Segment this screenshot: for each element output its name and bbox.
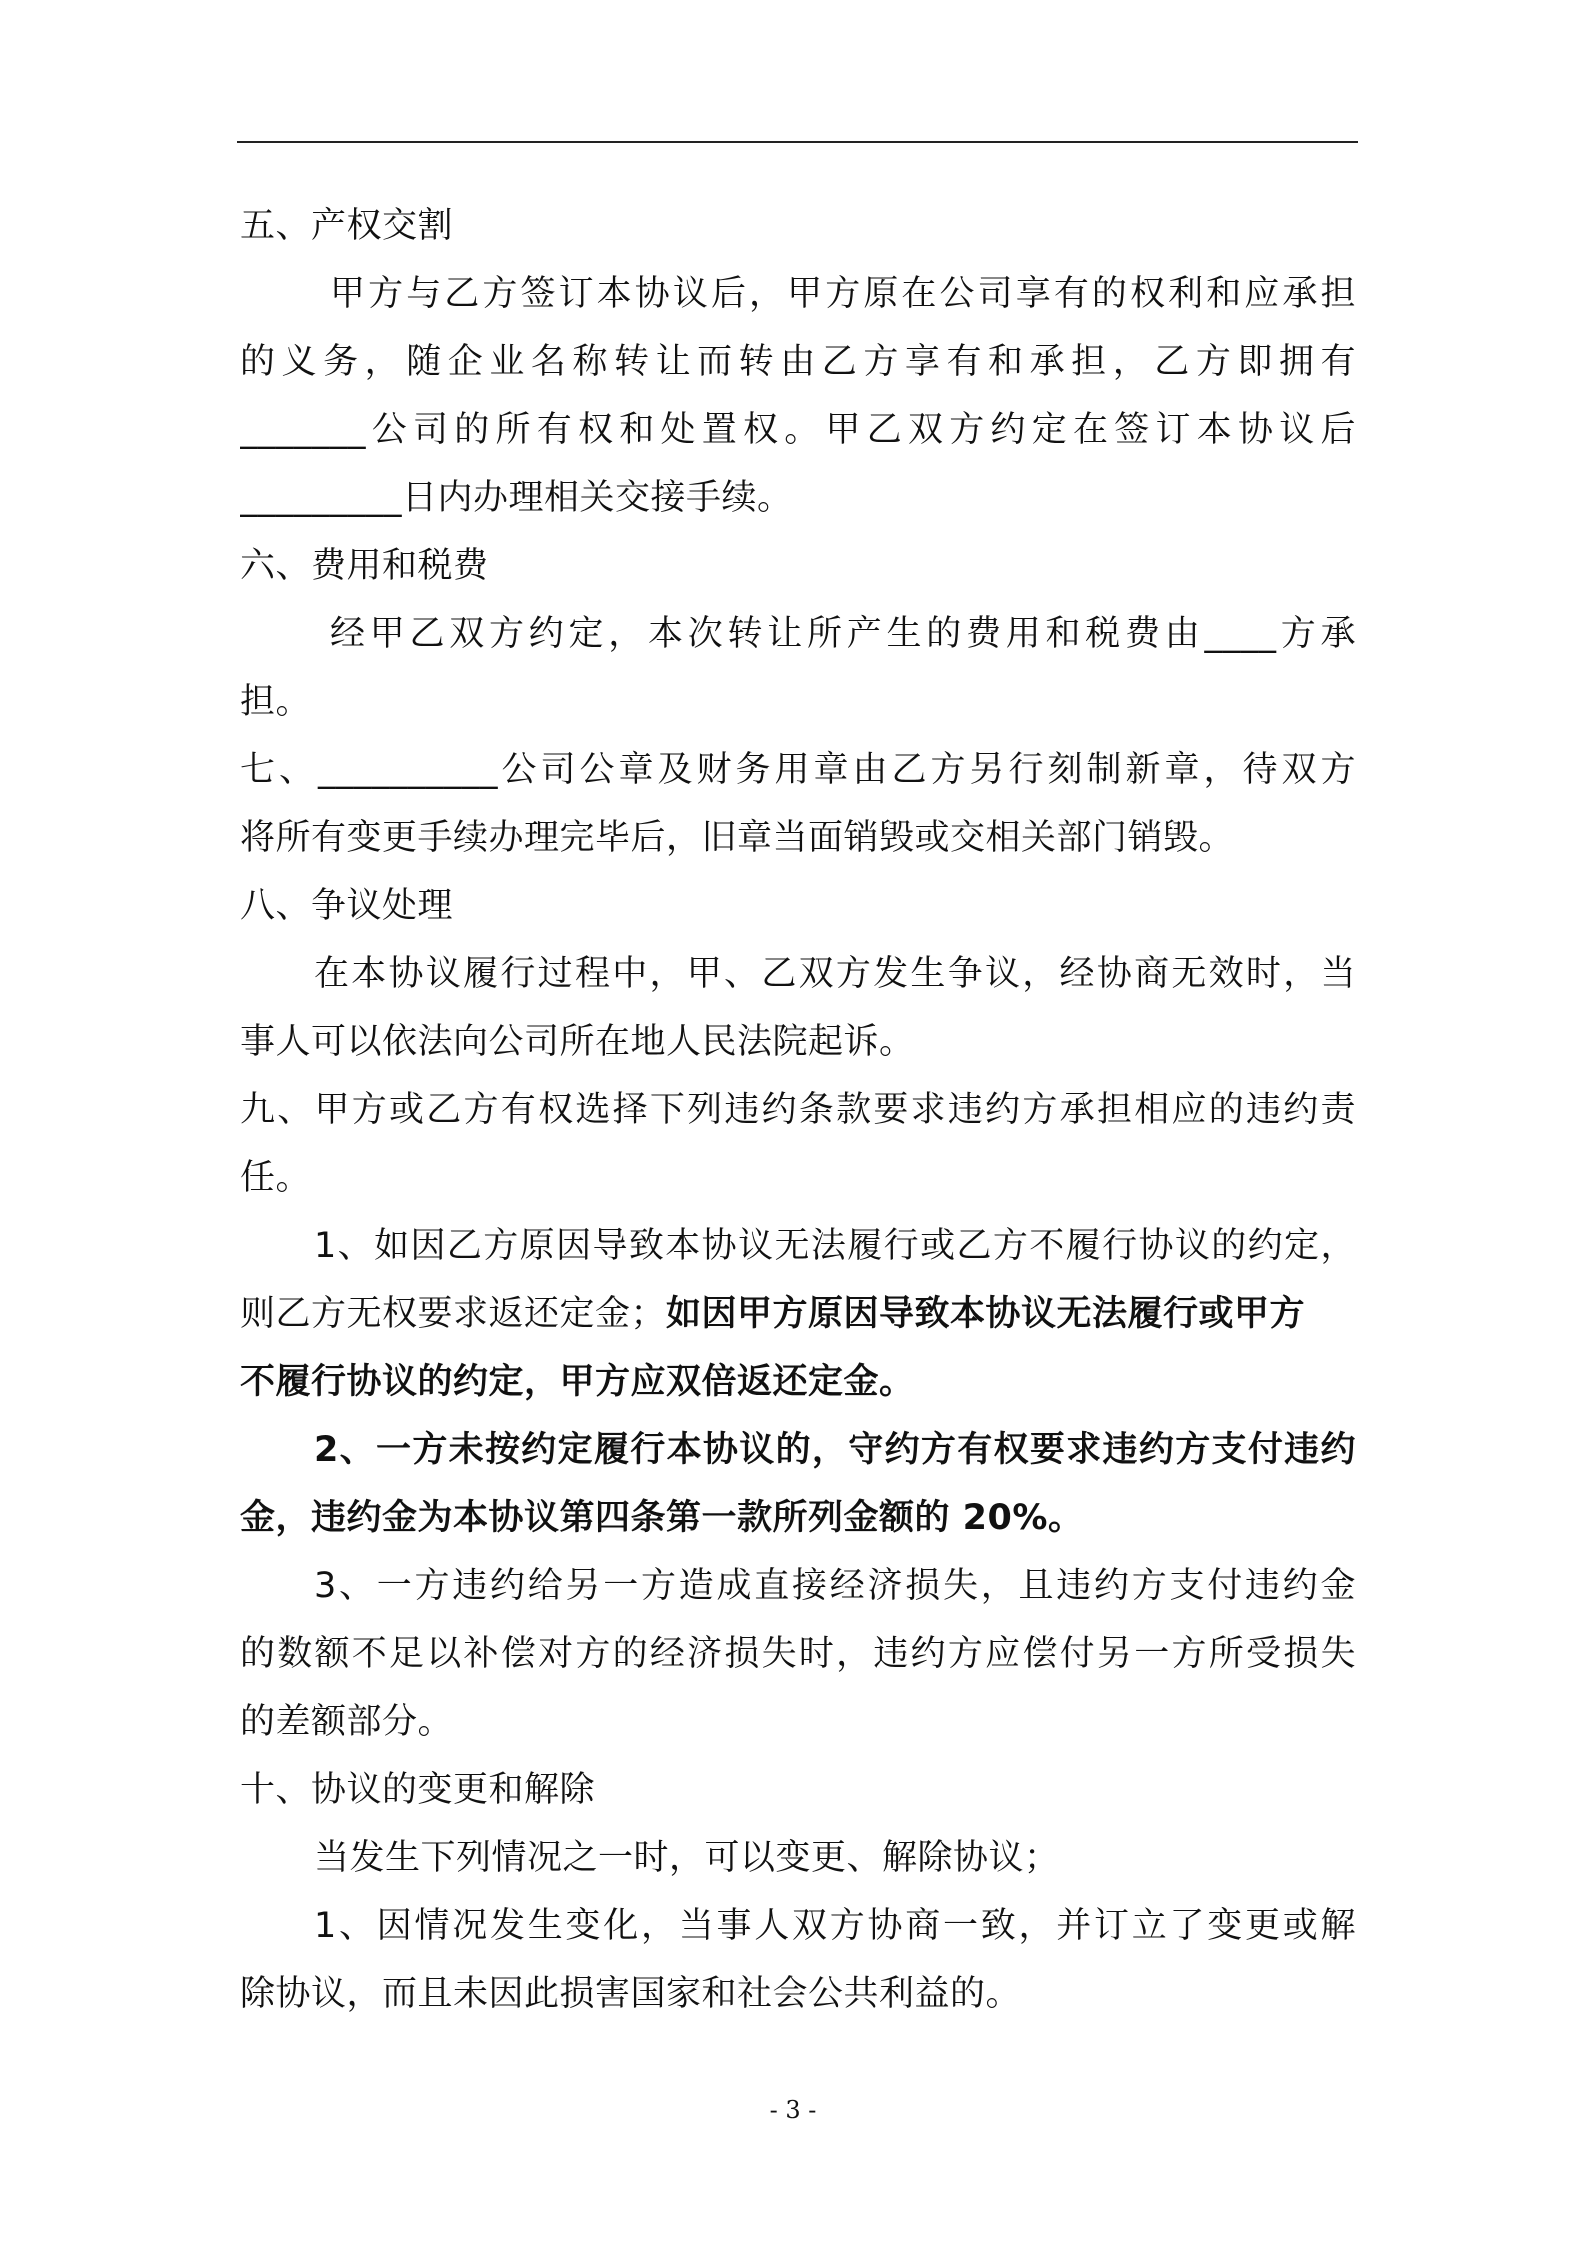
clause-9-3-line: 的差额部分。 <box>240 1702 454 1742</box>
paragraph-line: 当发生下列情况之一时，可以变更、解除协议； <box>314 1838 1060 1878</box>
clause-10-1-line: 除协议，而且未因此损害国家和社会公共利益的。 <box>240 1974 1022 2014</box>
clause-9-2-line-bold: 2、一方未按约定履行本协议的，守约方有权要求违约方支付违约 <box>314 1430 1356 1470</box>
clause-9-1-line: 1、如因乙方原因导致本协议无法履行或乙方不履行协议的约定， <box>314 1226 1356 1266</box>
clause-9-2-line-bold: 金，违约金为本协议第四条第一款所列金额的 20%。 <box>240 1498 1084 1538</box>
paragraph-line: _______公司的所有权和处置权。甲乙双方约定在签订本协议后 <box>240 410 1356 450</box>
clause-9-3-line: 3、一方违约给另一方造成直接经济损失，且违约方支付违约金 <box>314 1566 1356 1606</box>
section-heading-5: 五、产权交割 <box>240 206 454 246</box>
paragraph-line: 的义务，随企业名称转让而转由乙方享有和承担，乙方即拥有 <box>240 342 1356 382</box>
clause-text-bold: 如因甲方原因导致本协议无法履行或甲方 <box>666 1294 1306 1334</box>
clause-text: 则乙方无权要求返还定金； <box>240 1294 667 1334</box>
paragraph-line: 任。 <box>240 1158 312 1198</box>
clause-9-3-line: 的数额不足以补偿对方的经济损失时，违约方应偿付另一方所受损失 <box>240 1634 1356 1674</box>
clause-10-1-line: 1、因情况发生变化，当事人双方协商一致，并订立了变更或解 <box>314 1906 1356 1946</box>
paragraph-line: 将所有变更手续办理完毕后，旧章当面销毁或交相关部门销毁。 <box>240 818 1235 858</box>
paragraph-line: 在本协议履行过程中，甲、乙双方发生争议，经协商无效时，当 <box>314 954 1356 994</box>
clause-9-1-line-bold: 不履行协议的约定，甲方应双倍返还定金。 <box>240 1362 915 1402</box>
page-number: - 3 - <box>769 2096 817 2124</box>
paragraph-line: 经甲乙双方约定，本次转让所产生的费用和税费由____方承 <box>330 614 1356 654</box>
clause-9-1-line <box>240 1280 1356 1348</box>
paragraph-line: 甲方与乙方签订本协议后，甲方原在公司享有的权利和应承担 <box>330 274 1356 314</box>
header-rule <box>237 141 1358 143</box>
paragraph-line: 事人可以依法向公司所在地人民法院起诉。 <box>240 1022 915 1062</box>
section-heading-7: 七、__________公司公章及财务用章由乙方另行刻制新章，待双方 <box>240 750 1356 790</box>
section-heading-10: 十、协议的变更和解除 <box>240 1770 596 1810</box>
document-body <box>240 192 1356 2028</box>
section-heading-6: 六、费用和税费 <box>240 546 489 586</box>
section-heading-9: 九、甲方或乙方有权选择下列违约条款要求违约方承担相应的违约责 <box>240 1090 1356 1130</box>
paragraph-line: 担。 <box>240 682 312 722</box>
paragraph-line: _________日内办理相关交接手续。 <box>240 478 793 518</box>
section-heading-8: 八、争议处理 <box>240 886 454 926</box>
